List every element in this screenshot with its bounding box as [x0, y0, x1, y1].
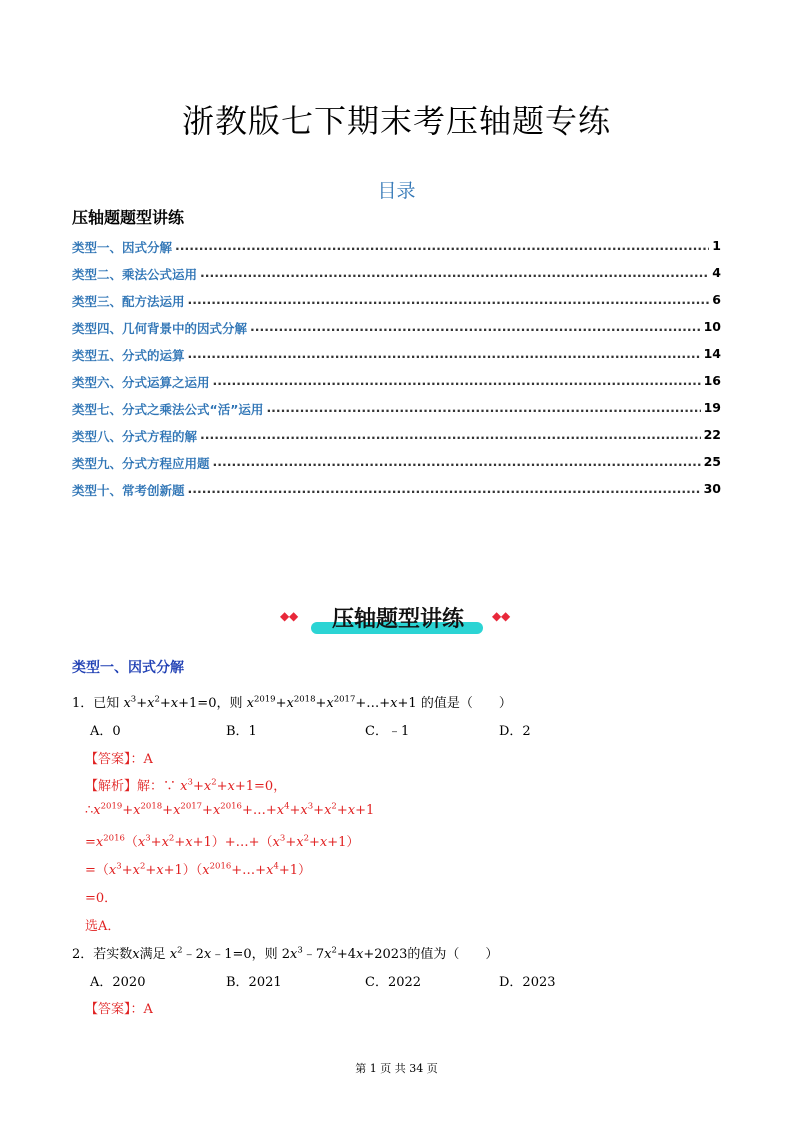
toc-subheading: 压轴题题型讲练 [72, 208, 185, 227]
toc-entry-page: 10 [703, 319, 721, 334]
section-banner [280, 600, 516, 640]
toc-entry-label[interactable]: 类型八、分式方程的解 [72, 429, 198, 444]
option-c: C．2022 [365, 975, 422, 990]
answer: 【答案】：A [85, 1002, 153, 1017]
solution-line-3: $=x^{2016}(x^3+x^2+x+1)+\dots+(x^3+x^2+x+1)$ [85, 833, 360, 850]
toc-heading: 目录 [377, 180, 416, 202]
diamond-icon: ◆ [501, 609, 511, 623]
toc-entry-page: 22 [703, 427, 721, 442]
toc-entry-label[interactable]: 类型三、配方法运用 [72, 294, 185, 309]
toc-entry[interactable] [72, 346, 721, 373]
solution-line-1: 【解析】解：∵ $x^3+x^2+x+1=0$， [85, 777, 287, 794]
table-of-contents [72, 238, 721, 508]
toc-entry[interactable] [72, 292, 721, 319]
option-d: D．2023 [499, 975, 556, 990]
option-a: A．0 [90, 724, 121, 739]
toc-entry[interactable] [72, 481, 721, 508]
section-title: 类型一、因式分解 [72, 660, 184, 676]
toc-entry-label[interactable]: 类型四、几何背景中的因式分解 [72, 321, 248, 336]
toc-entry-page: 30 [703, 481, 721, 496]
toc-leader [213, 454, 701, 469]
toc-entry-page: 25 [703, 454, 721, 469]
solution-line-4: $=(x^3+x^2+x+1)(x^{2016}+\dots+x^4+1)$ [85, 861, 311, 878]
toc-entry-label[interactable]: 类型六、分式运算之运用 [72, 375, 210, 390]
option-a: A．2020 [90, 975, 146, 990]
question-1-stem: 1．已知 $x^3+x^2+x+1=0$，则 $x^{2019}+x^{2018}+x^{2017}+\dots+x+1$ 的值是（ ） [72, 694, 512, 711]
toc-entry-page: 4 [712, 265, 721, 280]
toc-leader [213, 373, 701, 388]
option-b: B．1 [226, 724, 257, 739]
option-b: B．2021 [226, 975, 282, 990]
toc-entry[interactable] [72, 454, 721, 481]
toc-entry-label[interactable]: 类型十、常考创新题 [72, 483, 185, 498]
banner-title: 压轴题型讲练 [331, 607, 464, 632]
solution-choice: 选A． [85, 919, 121, 934]
toc-entry-label[interactable]: 类型七、分式之乘法公式“活”运用 [72, 402, 264, 417]
diamond-icon: ◆ [492, 609, 502, 623]
toc-entry-page: 14 [703, 346, 721, 361]
toc-entry-label[interactable]: 类型二、乘法公式运用 [72, 267, 198, 282]
toc-entry-page: 19 [703, 400, 721, 415]
toc-leader [188, 292, 710, 307]
toc-leader [250, 319, 701, 334]
toc-entry[interactable] [72, 238, 721, 265]
toc-entry-label[interactable]: 类型九、分式方程应用题 [72, 456, 210, 471]
toc-leader [188, 346, 701, 361]
option-d: D．2 [499, 724, 531, 739]
toc-entry-page: 1 [712, 238, 721, 253]
toc-entry-page: 16 [703, 373, 721, 388]
toc-entry-page: 6 [712, 292, 721, 307]
answer: 【答案】：A [85, 752, 153, 767]
toc-entry[interactable] [72, 373, 721, 400]
toc-entry[interactable] [72, 265, 721, 292]
toc-entry[interactable] [72, 319, 721, 346]
toc-entry-label[interactable]: 类型一、因式分解 [72, 240, 173, 255]
solution-line-5: =0． [85, 891, 118, 906]
document-title: 浙教版七下期末考压轴题专练 [181, 102, 611, 140]
toc-leader [266, 400, 700, 415]
diamond-icon: ◆ [289, 609, 299, 623]
option-c: C．﹣1 [365, 724, 410, 739]
question-2-stem: 2．若实数x满足 $x^2﹣2x﹣1=0$，则 $2x^3﹣7x^2+4x+2023$的值为（ ） [72, 945, 499, 962]
toc-leader [200, 265, 709, 280]
toc-entry[interactable] [72, 400, 721, 427]
diamond-icon: ◆ [280, 609, 290, 623]
page-footer: 第 1 页 共 34 页 [355, 1062, 438, 1075]
toc-leader [175, 238, 709, 253]
toc-entry[interactable] [72, 427, 721, 454]
solution-line-2: $\therefore x^{2019}+x^{2018}+x^{2017}+x^{2016}+\dots+x^4+x^3+x^2+x+1$ [85, 801, 375, 818]
toc-leader [200, 427, 701, 442]
toc-entry-label[interactable]: 类型五、分式的运算 [72, 348, 185, 363]
toc-leader [188, 481, 701, 496]
